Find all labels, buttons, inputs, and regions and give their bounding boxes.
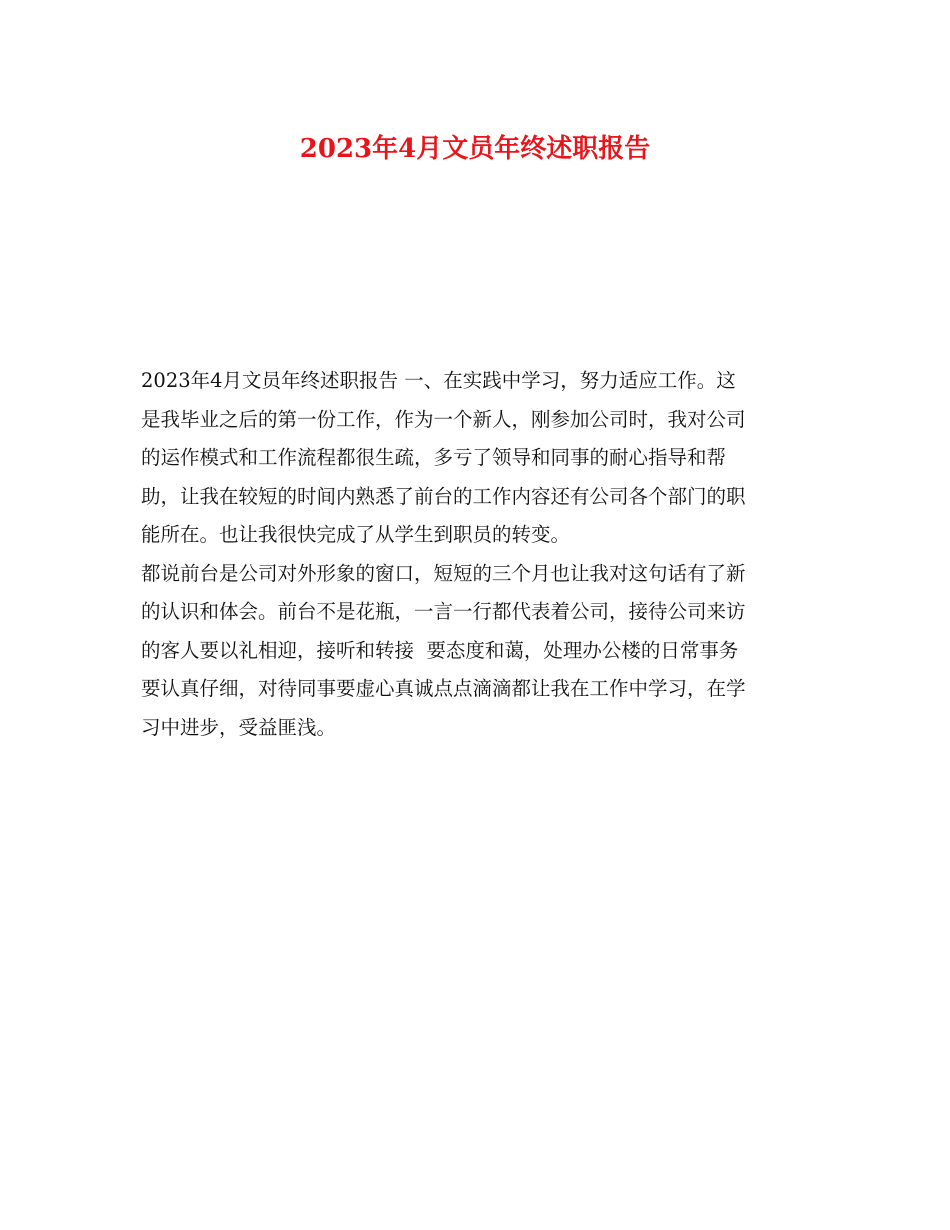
body-line: 的运作模式和工作流程都很生疏，多亏了领导和同事的耐心指导和帮: [141, 446, 727, 469]
body-line: 都说前台是公司对外形象的窗口，短短的三个月也让我对这句话有了新: [141, 561, 746, 585]
document-body: [141, 362, 821, 747]
body-line: 的认识和体会。前台不是花瓶，一言一行都代表着公司，接待公司来访: [141, 600, 746, 623]
body-line: 要认真仔细，对待同事要虚心真诚点点滴滴都让我在工作中学习，在学: [141, 677, 746, 700]
document-title: 2023年4月文员年终述职报告: [299, 134, 651, 164]
body-line: 助，让我在较短的时间内熟悉了前台的工作内容还有公司各个部门的职: [141, 484, 746, 508]
body-line: 习中进步，受益匪浅。: [141, 715, 337, 739]
body-line: 能所在。也让我很快完成了从学生到职员的转变。: [141, 523, 571, 546]
body-line: 是我毕业之后的第一份工作，作为一个新人，刚参加公司时，我对公司: [141, 407, 746, 431]
body-line: 2023年4月文员年终述职报告 一、在实践中学习，努力适应工作。这: [141, 369, 736, 392]
body-line: 的客人要以礼相迎，接听和转接 要态度和蔼，处理办公楼的日常事务: [141, 638, 739, 662]
